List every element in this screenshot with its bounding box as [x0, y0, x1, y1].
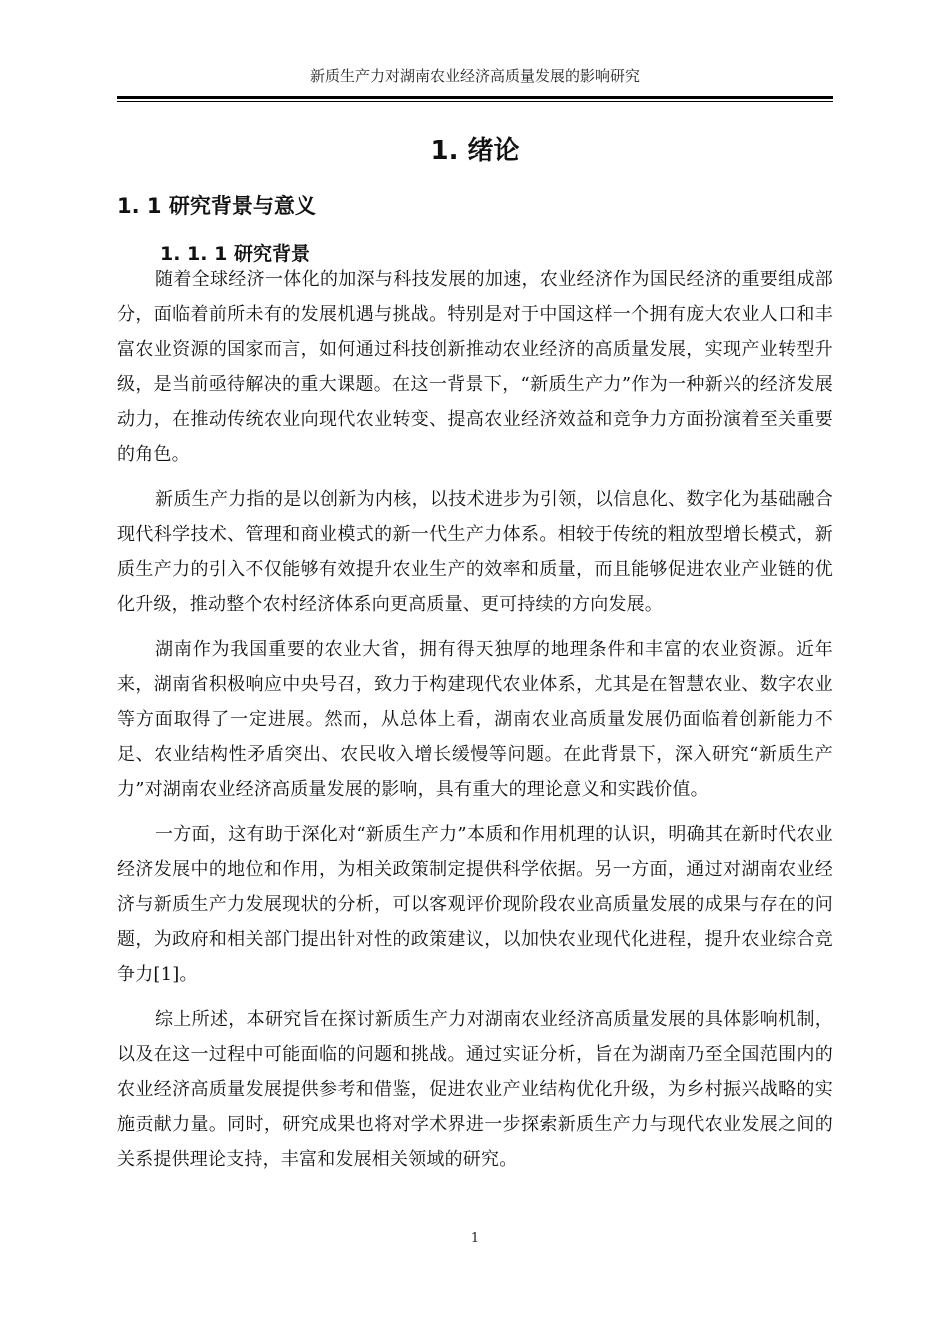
paragraph: 新质生产力指的是以创新为内核，以技术进步为引领，以信息化、数字化为基础融合现代科学技术、管理和商业模式的新一代生产力体系。相较于传统的粗放型增长模式，新质生产力的引入不仅能够有效提升农业生产的效率和质量，而且能够促进农业产业链的优化升级，推动整个农村经济体系向更高质量、更可持续的方向发展。 [117, 489, 833, 615]
running-header: 新质生产力对湖南农业经济高质量发展的影响研究 [309, 67, 640, 85]
paragraph: 一方面，这有助于深化对“新质生产力”本质和作用机理的认识，明确其在新时代农业经济发展中的地位和作用，为相关政策制定提供科学依据。另一方面，通过对湖南农业经济与新质生产力发展现状的分析，可以客观评价现阶段农业高质量发展的成果与存在的问题，为政府和相关部门提出针对性的政策建议，以加快农业现代化进程，提升农业综合竞争力[1]。 [117, 824, 833, 985]
header-rule-thin [117, 101, 833, 102]
chapter-title: 1. 绪论 [430, 136, 520, 167]
section-title: 1. 1 研究背景与意义 [117, 194, 316, 219]
subsection-title: 1. 1. 1 研究背景 [160, 243, 310, 265]
paragraph: 综上所述，本研究旨在探讨新质生产力对湖南农业经济高质量发展的具体影响机制，以及在这一过程中可能面临的问题和挑战。通过实证分析，旨在为湖南乃至全国范围内的农业经济高质量发展提供参考和借鉴，促进农业产业结构优化升级，为乡村振兴战略的实施贡献力量。同时，研究成果也将对学术界进一步探索新质生产力与现代农业发展之间的关系提供理论支持，丰富和发展相关领域的研究。 [117, 1009, 833, 1170]
body-text [117, 262, 833, 1187]
paragraph: 湖南作为我国重要的农业大省，拥有得天独厚的地理条件和丰富的农业资源。近年来，湖南省积极响应中央号召，致力于构建现代农业体系，尤其是在智慧农业、数字农业等方面取得了一定进展。然而，从总体上看，湖南农业高质量发展仍面临着创新能力不足、农业结构性矛盾突出、农民收入增长缓慢等问题。在此背景下，深入研究“新质生产力”对湖南农业经济高质量发展的影响，具有重大的理论意义和实践价值。 [117, 639, 833, 800]
page-number: 1 [470, 1231, 480, 1246]
paragraph: 随着全球经济一体化的加深与科技发展的加速，农业经济作为国民经济的重要组成部分，面临着前所未有的发展机遇与挑战。特别是对于中国这样一个拥有庞大农业人口和丰富农业资源的国家而言，如何通过科技创新推动农业经济的高质量发展，实现产业转型升级，是当前亟待解决的重大课题。在这一背景下，“新质生产力”作为一种新兴的经济发展动力，在推动传统农业向现代农业转变、提高农业经济效益和竞争力方面扮演着至关重要的角色。 [117, 269, 833, 465]
header-rule-thick [117, 96, 833, 99]
